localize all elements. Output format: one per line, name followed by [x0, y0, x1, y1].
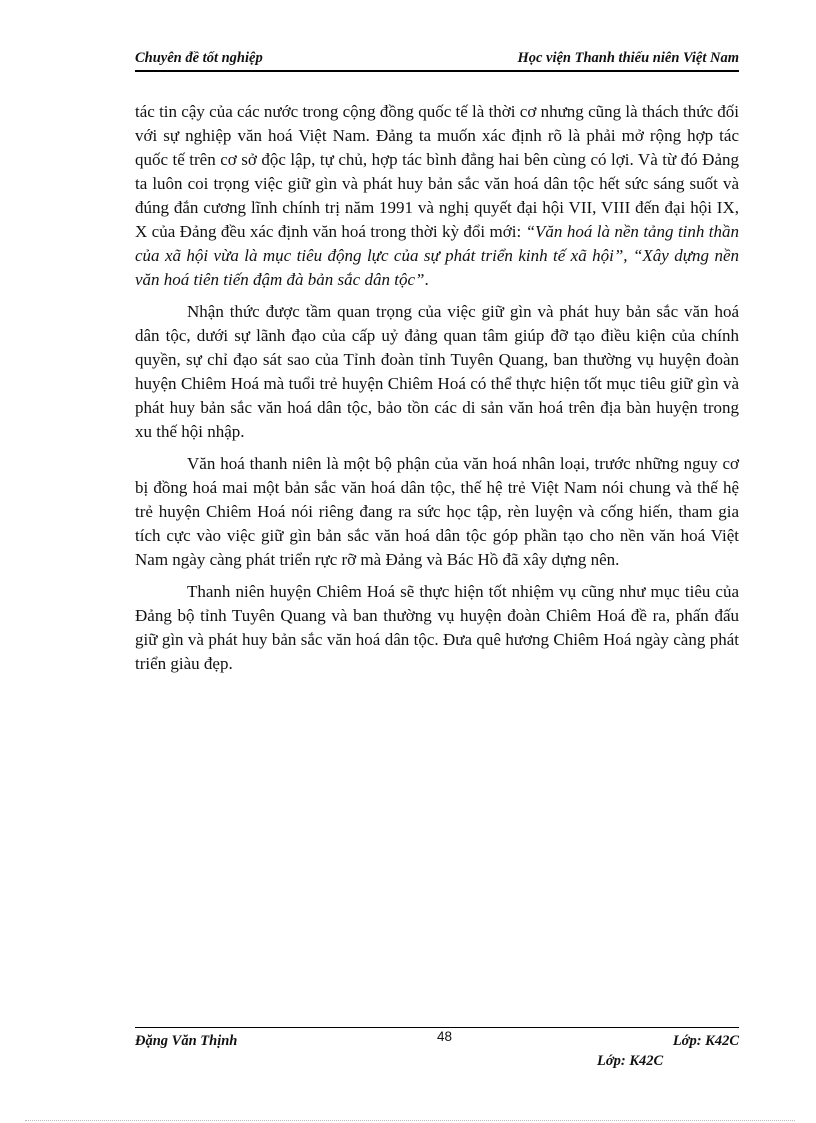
paragraph-4: Thanh niên huyện Chiêm Hoá sẽ thực hiện tốt nhiệm vụ cũng như mục tiêu của Đảng bộ tỉnh Tuyên Quang và ban thường vụ huyện đoàn Chiêm Hoá đề ra, phấn đấu giữ gìn và phát huy bản sắc văn hoá dân tộc. Đưa quê hương Chiêm Hoá ngày càng phát triển giàu đẹp.	[135, 582, 739, 673]
header-title: Chuyên đề tốt nghiệp	[135, 50, 263, 66]
footer-divider	[135, 1027, 739, 1028]
page-bottom-divider	[25, 1120, 795, 1121]
paragraph-2: Nhận thức được tầm quan trọng của việc giữ gìn và phát huy bản sắc văn hoá dân tộc, dưới sự lãnh đạo của cấp uỷ đảng quan tâm giúp đỡ tạo điều kiện của chính quyền, sự chỉ đạo sát sao của Tỉnh đoàn tỉnh Tuyên Quang, ban thường vụ huyện đoàn huyện Chiêm Hoá mà tuổi trẻ huyện Chiêm Hoá có thể thực hiện tốt mục tiêu giữ gìn và phát huy bản sắc văn hoá dân tộc, bảo tồn các di sản văn hoá trên địa bàn huyện trong xu thế hội nhập.	[135, 302, 739, 441]
page-number: 48	[437, 1029, 453, 1044]
footer-class: Lớp: K42C	[672, 1033, 739, 1049]
header-institution: Học viện Thanh thiếu niên Việt Nam	[517, 50, 739, 66]
paragraph-1-quote: “Văn hoá là nền tảng tinh thần của xã hội vừa là mục tiêu động lực của sự phát triển kinh tế xã hội”, “Xây dựng nền văn hoá tiên tiến đậm đà bản sắc dân tộc”	[135, 222, 740, 289]
footer-author: Đặng Văn Thịnh	[135, 1033, 238, 1049]
paragraph-1-text: tác tin cậy của các nước trong cộng đồng quốc tế là thời cơ nhưng cũng là thách thức đối với sự nghiệp văn hoá Việt Nam. Đảng ta muốn xác định rõ là phải mở rộng hợp tác quốc tế trên cơ sở độc lập, tự chủ, hợp tác bình đẳng hai bên cùng có lợi. Và từ đó Đảng ta luôn coi trọng việc giữ gìn và phát huy bản sắc văn hoá dân tộc hết sức sáng suốt và đúng đắn cương lĩnh chính trị năm 1991 và nghị quyết đại hội VII, VIII đến đại hội IX, X của Đảng đều xác định văn hoá trong thời kỳ đổi mới:	[135, 102, 739, 241]
page-footer	[135, 1029, 739, 1073]
paragraph-1	[135, 100, 739, 292]
page-header	[135, 50, 739, 72]
paragraph-1-end: .	[424, 270, 429, 289]
footer-class-duplicate: Lớp: K42C	[597, 1053, 664, 1069]
paragraph-3: Văn hoá thanh niên là một bộ phận của văn hoá nhân loại, trước những nguy cơ bị đồng hoá mai một bản sắc văn hoá dân tộc, thế hệ trẻ Việt Nam nói chung và thế hệ trẻ huyện Chiêm Hoá nói riêng đang ra sức học tập, rèn luyện và cống hiến, tham gia tích cực vào việc giữ gìn bản sắc văn hoá dân tộc góp phần tạo cho nền văn hoá Việt Nam ngày càng phát triển rực rỡ mà Đảng và Bác Hồ đã xây dựng nên.	[135, 454, 739, 569]
document-body	[135, 100, 739, 684]
